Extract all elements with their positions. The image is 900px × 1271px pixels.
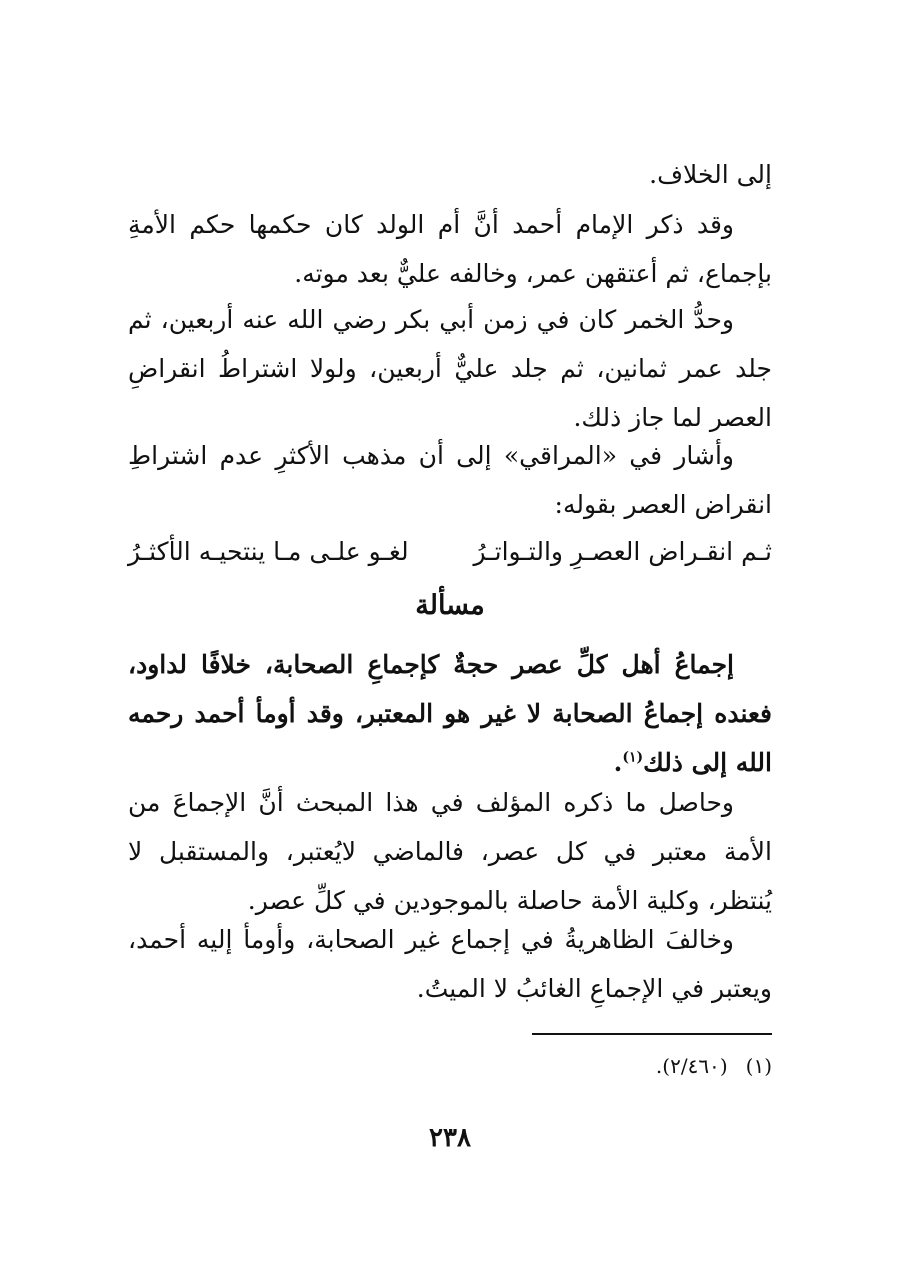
verse-second-hemistich: لغـو علـى مـا ينتحيـه الأكثـرُ — [128, 537, 409, 566]
footnote-number: (١) — [745, 1054, 772, 1078]
poetry-verse — [128, 530, 772, 574]
verse-first-hemistich: ثـم انقـراض العصـرِ والتـواتـرُ — [473, 537, 772, 566]
paragraph-text: وحاصل ما ذكره المؤلف في هذا المبحث أنَّ الإجماعَ من الأمة معتبر في كل عصر، فالماضي لايُعتبر، والمستقبل لا يُنتظر، وكلية الأمة حاصلة بالموجودين في كلِّ عصر. — [128, 788, 772, 915]
paragraph-text: وأشار في «المراقي» إلى أن مذهب الأكثرِ عدم اشتراطِ انقراض العصر بقوله: — [128, 441, 772, 519]
paragraph-zahiriyya — [128, 915, 772, 1013]
footnote — [656, 1050, 772, 1082]
footnote-text: (٢/٤٦٠). — [655, 1054, 728, 1078]
footnote-separator — [532, 1033, 772, 1035]
paragraph-khamr — [128, 295, 772, 442]
rule-text: إجماعُ أهل كلِّ عصر حجةٌ كإجماعِ الصحابة، خلافًا لداود، فعنده إجماعُ الصحابة لا غير هو المعتبر، وقد أومأ أحمد رحمه الله إلى ذلك — [128, 650, 772, 777]
rule-statement — [128, 640, 772, 787]
page-number: ٢٣٨ — [429, 1123, 471, 1153]
paragraph-maraqi — [128, 431, 772, 529]
paragraph-text: وخالفَ الظاهريةُ في إجماع غير الصحابة، وأومأ إليه أحمد، ويعتبر في الإجماعِ الغائبُ لا الميتُ. — [128, 925, 772, 1003]
paragraph-summary — [128, 778, 772, 925]
section-heading: مسألة — [415, 590, 485, 621]
paragraph-text: وقد ذكر الإمام أحمد أنَّ أم الولد كان حكمها حكم الأمةِ بإجماع، ثم أعتقهن عمر، وخالفه عليٌّ بعد موته. — [128, 210, 772, 288]
paragraph-text: وحدُّ الخمر كان في زمن أبي بكر رضي الله عنه أربعين، ثم جلد عمر ثمانين، ثم جلد عليٌّ أربعين، ولولا اشتراطُ انقراضِ العصر لما جاز ذلك. — [128, 305, 772, 432]
paragraph-umm-walad — [128, 200, 772, 298]
paragraph-continuation — [128, 150, 772, 199]
rule-end: . — [613, 748, 623, 777]
footnote-reference: (١) — [622, 749, 644, 766]
rule-paragraph — [128, 640, 772, 787]
paragraph-text: إلى الخلاف. — [649, 160, 772, 189]
